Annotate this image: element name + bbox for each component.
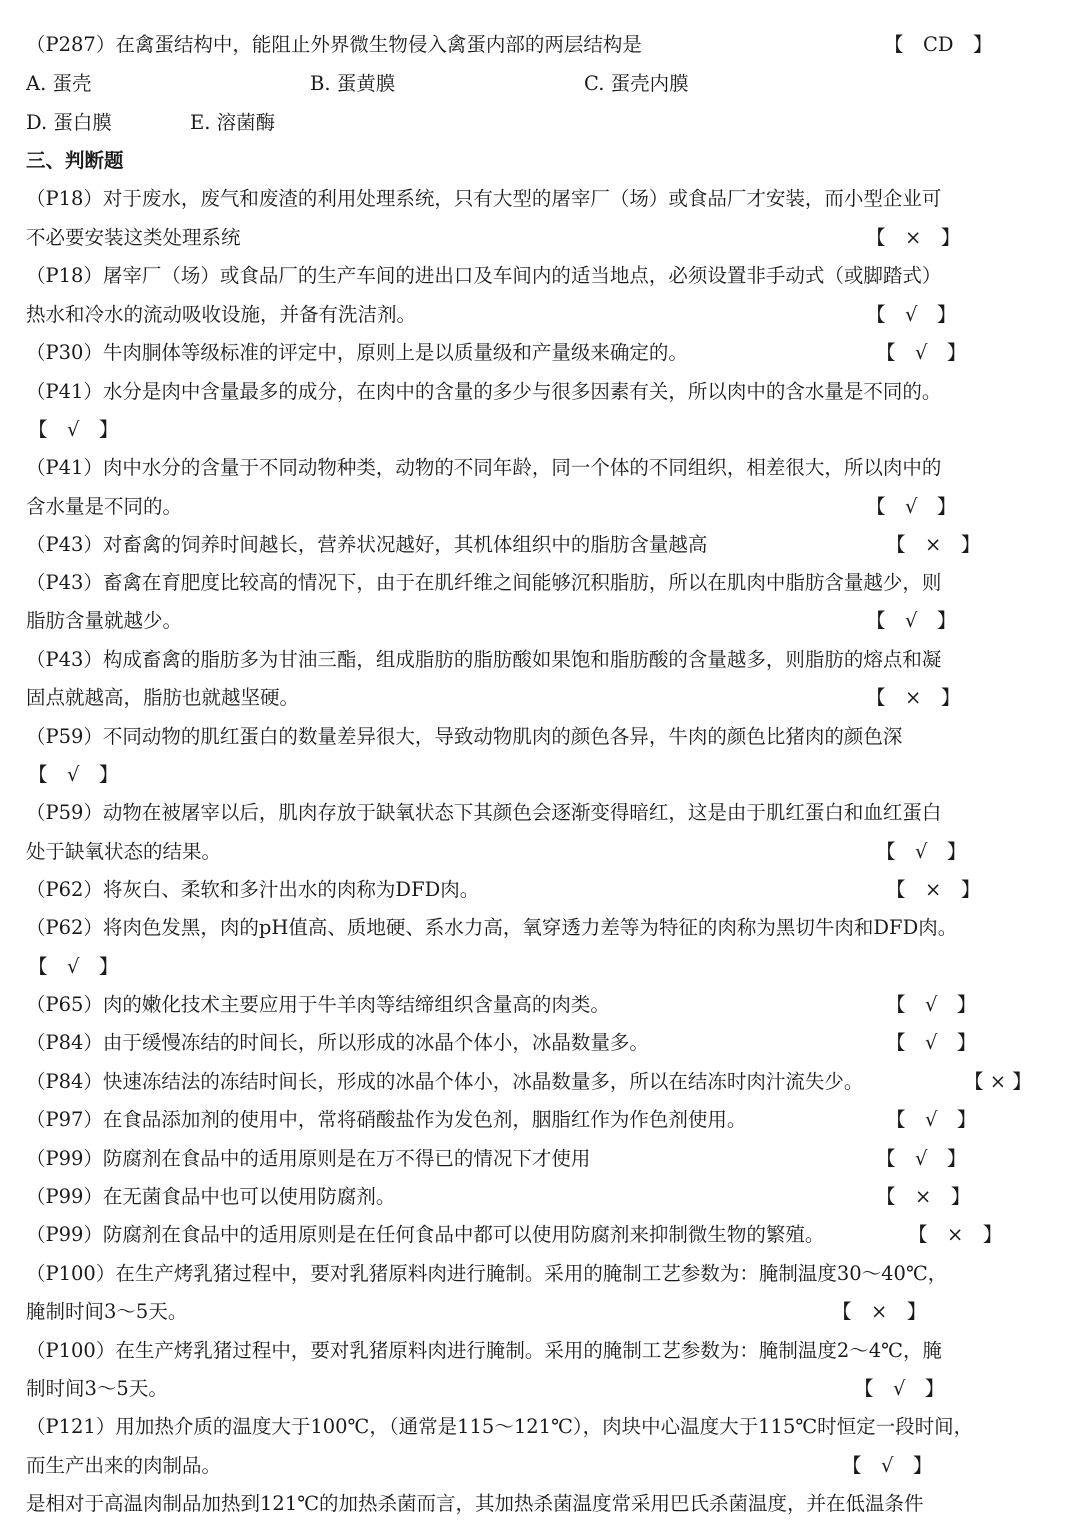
section-title: 三、判断题 bbox=[26, 149, 124, 172]
answer-bracket: 【 √ 】 bbox=[28, 955, 119, 978]
question-line: 热水和冷水的流动吸收设施，并备有洗洁剂。 bbox=[26, 303, 417, 326]
question-line: （P43）对畜禽的饲养时间越长，营养状况越好，其机体组织中的脂肪含量越高 bbox=[26, 533, 708, 556]
question-line: （P62）将灰白、柔软和多汁出水的肉称为DFD肉。 bbox=[26, 878, 480, 901]
question-line: （P59）动物在被屠宰以后，肌肉存放于缺氧状态下其颜色会逐渐变得暗红，这是由于肌红蛋白和血红蛋白 bbox=[26, 801, 942, 824]
question-line: （P84）由于缓慢冻结的时间长，所以形成的冰晶个体小，冰晶数量多。 bbox=[26, 1031, 649, 1054]
answer-bracket: 【 × 】 bbox=[908, 1223, 1003, 1246]
question-line: （P100）在生产烤乳猪过程中，要对乳猪原料肉进行腌制。采用的腌制工艺参数为：腌制温度2～4℃，腌 bbox=[26, 1339, 942, 1362]
question-line: （P41）水分是肉中含量最多的成分，在肉中的含量的多少与很多因素有关，所以肉中的含水量是不同的。 bbox=[26, 380, 942, 403]
question-line: （P99）在无菌食品中也可以使用防腐剂。 bbox=[26, 1185, 396, 1208]
answer-bracket: 【 × 】 bbox=[832, 1300, 927, 1323]
question-line: （P121）用加热介质的温度大于100℃，（通常是115～121℃），肉块中心温度大于115℃时恒定一段时间， bbox=[26, 1415, 974, 1438]
question-line: （P99）防腐剂在食品中的适用原则是在万不得已的情况下才使用 bbox=[26, 1147, 591, 1170]
answer-bracket: 【 √ 】 bbox=[854, 1377, 945, 1400]
question-line: 而生产出来的肉制品。 bbox=[26, 1454, 222, 1477]
answer-bracket: 【 √ 】 bbox=[866, 495, 957, 518]
answer-bracket: 【 √ 】 bbox=[876, 341, 967, 364]
option-e: E. 溶菌酶 bbox=[190, 111, 276, 134]
option-b: B. 蛋黄膜 bbox=[310, 72, 396, 95]
answer-bracket: 【 × 】 bbox=[876, 1185, 971, 1208]
question-line: 处于缺氧状态的结果。 bbox=[26, 840, 222, 863]
answer-bracket: 【 √ 】 bbox=[876, 1147, 967, 1170]
answer-bracket: 【 √ 】 bbox=[28, 418, 119, 441]
answer-bracket: 【 √ 】 bbox=[876, 840, 967, 863]
option-c: C. 蛋壳内膜 bbox=[584, 72, 689, 95]
question-line: （P62）将肉色发黑，肉的pH值高、质地硬、系水力高，氧穿透力差等为特征的肉称为黑切牛肉和DFD肉。 bbox=[26, 916, 958, 939]
question-line: （P43）畜禽在育肥度比较高的情况下，由于在肌纤维之间能够沉积脂肪，所以在肌肉中脂肪含量越少，则 bbox=[26, 571, 942, 594]
question-line: （P41）肉中水分的含量于不同动物种类，动物的不同年龄，同一个体的不同组织，相差很大，所以肉中的 bbox=[26, 456, 942, 479]
answer-bracket: 【 √ 】 bbox=[842, 1454, 933, 1477]
question-line: （P18）对于废水，废气和废渣的利用处理系统，只有大型的屠宰厂（场）或食品厂才安装，而小型企业可 bbox=[26, 187, 942, 210]
question-line: 制时间3～5天。 bbox=[26, 1377, 168, 1400]
question-line: （P97）在食品添加剂的使用中，常将硝酸盐作为发色剂，胭脂红作为作色剂使用。 bbox=[26, 1108, 747, 1131]
answer-bracket: 【 × 】 bbox=[866, 686, 961, 709]
question-line: 腌制时间3～5天。 bbox=[26, 1300, 188, 1323]
answer-bracket: 【 √ 】 bbox=[28, 763, 119, 786]
answer-bracket: 【 √ 】 bbox=[866, 303, 957, 326]
question-line: （P99）防腐剂在食品中的适用原则是在任何食品中都可以使用防腐剂来抑制微生物的繁殖。 bbox=[26, 1223, 825, 1246]
question-line: 固点就越高，脂肪也就越坚硬。 bbox=[26, 686, 300, 709]
question-line: （P84）快速冻结法的冻结时间长，形成的冰晶个体小，冰晶数量多，所以在结冻时肉汁流失少。 bbox=[26, 1070, 864, 1093]
option-a: A. 蛋壳 bbox=[26, 72, 92, 95]
answer-bracket: 【 × 】 bbox=[886, 533, 981, 556]
answer-bracket: 【 CD 】 bbox=[884, 33, 993, 56]
question-line: （P100）在生产烤乳猪过程中，要对乳猪原料肉进行腌制。采用的腌制工艺参数为：腌制温度30～40℃， bbox=[26, 1262, 948, 1285]
answer-bracket: 【 √ 】 bbox=[886, 1031, 977, 1054]
question-text: （P287）在禽蛋结构中，能阻止外界微生物侵入禽蛋内部的两层结构是 bbox=[26, 33, 642, 56]
question-line: （P65）肉的嫩化技术主要应用于牛羊肉等结缔组织含量高的肉类。 bbox=[26, 993, 610, 1016]
trailing-line: 是相对于高温肉制品加热到121℃的加热杀菌而言，其加热杀菌温度常采用巴氏杀菌温度，并在低温条件 bbox=[26, 1492, 924, 1515]
question-line: （P59）不同动物的肌红蛋白的数量差异很大，导致动物肌肉的颜色各异，牛肉的颜色比猪肉的颜色深 bbox=[26, 725, 903, 748]
question-line: （P30）牛肉胴体等级标准的评定中，原则上是以质量级和产量级来确定的。 bbox=[26, 341, 688, 364]
question-line: 脂肪含量就越少。 bbox=[26, 609, 183, 632]
answer-bracket: 【 × 】 bbox=[866, 226, 961, 249]
answer-bracket: 【 √ 】 bbox=[866, 609, 957, 632]
question-line: （P43）构成畜禽的脂肪多为甘油三酯，组成脂肪的脂肪酸如果饱和脂肪酸的含量越多，则脂肪的熔点和凝 bbox=[26, 648, 942, 671]
question-line: （P18）屠宰厂（场）或食品厂的生产车间的进出口及车间内的适当地点，必须设置非手动式（或脚踏式） bbox=[26, 264, 942, 287]
question-line: 含水量是不同的。 bbox=[26, 495, 183, 518]
answer-bracket: 【 √ 】 bbox=[886, 1108, 977, 1131]
answer-bracket: 【 × 】 bbox=[964, 1070, 1032, 1093]
answer-bracket: 【 × 】 bbox=[886, 878, 981, 901]
answer-bracket: 【 √ 】 bbox=[886, 993, 977, 1016]
option-d: D. 蛋白膜 bbox=[26, 111, 112, 134]
question-line: 不必要安装这类处理系统 bbox=[26, 226, 241, 249]
